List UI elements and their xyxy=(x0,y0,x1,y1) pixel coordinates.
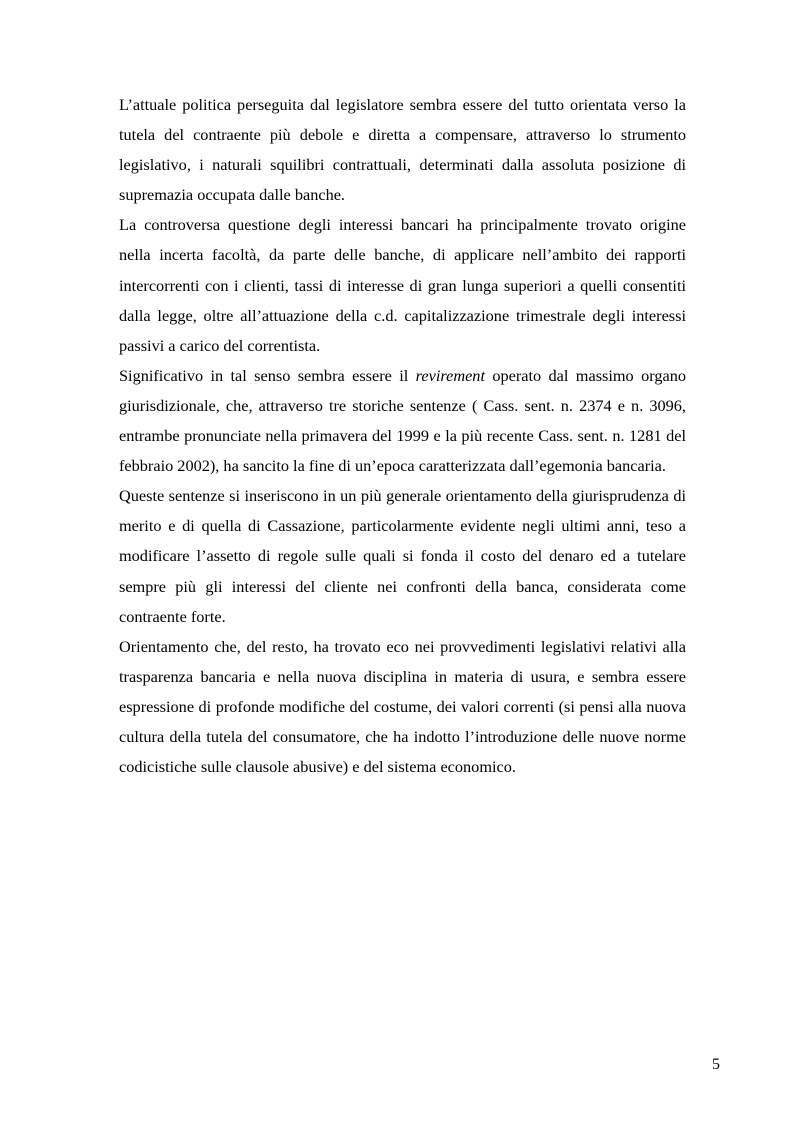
paragraph-3 xyxy=(119,361,686,481)
paragraph-3-text-before: Significativo in tal senso sembra essere il xyxy=(119,365,416,385)
page-number: 5 xyxy=(712,1056,720,1073)
paragraph-1: L’attuale politica perseguita dal legislatore sembra essere del tutto orientata verso la tutela del contraente più debole e diretta a compensare, attraverso lo strumento legislativo, i naturali squilibri contrattuali, determinati dalla assoluta posizione di supremazia occupata dalle banche. xyxy=(119,95,686,205)
paragraph-3-text-after: operato dal massimo organo giurisdizionale, che, attraverso tre storiche sentenze ( Cass. sent. n. 2374 e n. 3096, entrambe pronunciate nella primavera del 1999 e la più recente Cass. sent. n. 1281 del febbraio 2002), ha sancito la fine di un’epoca caratterizzata dall’egemonia bancaria. xyxy=(119,365,686,476)
paragraph-4: Queste sentenze si inseriscono in un più generale orientamento della giurisprudenza di merito e di quella di Cassazione, particolarmente evidente negli ultimi anni, teso a modificare l’assetto di regole sulle quali si fonda il costo del denaro ed a tutelare sempre più gli interessi del cliente nei confronti della banca, considerata come contraente forte. xyxy=(119,486,686,626)
document-body xyxy=(119,90,686,782)
paragraph-2: La controversa questione degli interessi bancari ha principalmente trovato origine nella incerta facoltà, da parte delle banche, di applicare nell’ambito dei rapporti intercorrenti con i clienti, tassi di interesse di gran lunga superiori a quelli consentiti dalla legge, oltre all’attuazione della c.d. capitalizzazione trimestrale degli interessi passivi a carico del correntista. xyxy=(119,215,686,355)
paragraph-3-italic-term: revirement xyxy=(415,365,485,385)
paragraph-5: Orientamento che, del resto, ha trovato eco nei provvedimenti legislativi relativi alla trasparenza bancaria e nella nuova disciplina in materia di usura, e sembra essere espressione di profonde modifiche del costume, dei valori correnti (si pensi alla nuova cultura della tutela del consumatore, che ha indotto l’introduzione delle nuove norme codicistiche sulle clausole abusive) e del sistema economico. xyxy=(119,636,686,777)
